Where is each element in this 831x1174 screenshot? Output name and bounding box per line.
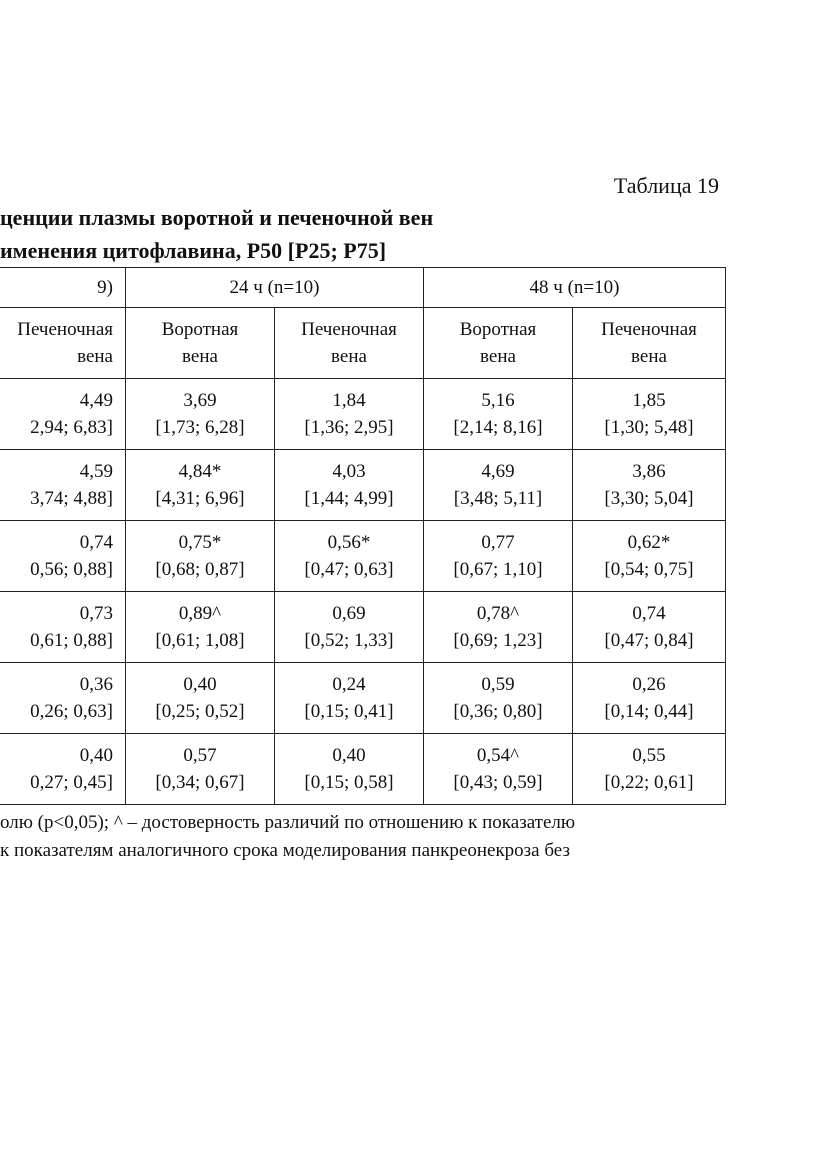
table-row <box>0 663 726 734</box>
sub-header-line: вена <box>77 346 113 367</box>
cell-quartile-range: 0,27; 0,45] <box>30 772 113 793</box>
table-cell <box>0 521 126 592</box>
cell-quartile-range: [0,47; 0,63] <box>304 559 394 580</box>
cell-quartile-range: 0,26; 0,63] <box>30 701 113 722</box>
cell-median-value: 4,59 <box>79 461 113 482</box>
cell-quartile-range: [0,14; 0,44] <box>604 701 694 722</box>
cell-quartile-range: [0,61; 1,08] <box>155 630 245 651</box>
cell-median-value: 0,74 <box>79 532 113 553</box>
cell-median-value: 0,89^ <box>178 603 222 624</box>
cell-quartile-range: [0,25; 0,52] <box>155 701 245 722</box>
cell-quartile-range: [0,22; 0,61] <box>604 772 694 793</box>
table-cell <box>424 521 573 592</box>
cell-median-value: 0,40 <box>79 745 113 766</box>
cell-quartile-range: 3,74; 4,88] <box>30 488 113 509</box>
cell-quartile-range: [0,54; 0,75] <box>604 559 694 580</box>
table-row <box>0 450 726 521</box>
cell-quartile-range: [0,47; 0,84] <box>604 630 694 651</box>
data-table <box>0 267 726 805</box>
cell-median-value: 0,56* <box>327 532 371 553</box>
sub-header-line: Печеночная <box>17 319 113 340</box>
sub-header-line: вена <box>182 346 218 367</box>
table-cell <box>126 450 275 521</box>
sub-header-line: вена <box>480 346 516 367</box>
table-cell <box>573 734 726 805</box>
cell-median-value: 0,36 <box>79 674 113 695</box>
cell-quartile-range: [4,31; 6,96] <box>155 488 245 509</box>
table-cell <box>573 379 726 450</box>
cell-median-value: 0,75* <box>178 532 222 553</box>
table-cell <box>424 663 573 734</box>
sub-header-line: Воротная <box>161 319 239 340</box>
table-cell <box>126 592 275 663</box>
cell-quartile-range: [1,73; 6,28] <box>155 417 245 438</box>
sub-header-line: вена <box>331 346 367 367</box>
cell-median-value: 0,54^ <box>476 745 520 766</box>
table-cell <box>275 734 424 805</box>
footnote-line-2: к показателям аналогичного срока моделирования панкреонекроза без <box>0 840 570 861</box>
sub-header-line: Печеночная <box>601 319 697 340</box>
cell-quartile-range: [0,67; 1,10] <box>453 559 543 580</box>
table-cell <box>275 592 424 663</box>
cell-median-value: 5,16 <box>481 390 515 411</box>
table-cell <box>275 521 424 592</box>
cell-quartile-range: [0,15; 0,41] <box>304 701 394 722</box>
cell-median-value: 0,69 <box>332 603 366 624</box>
table-cell <box>0 379 126 450</box>
cell-quartile-range: [0,36; 0,80] <box>453 701 543 722</box>
cell-quartile-range: [3,30; 5,04] <box>604 488 694 509</box>
table-row <box>0 734 726 805</box>
cell-median-value: 0,59 <box>481 674 515 695</box>
cell-median-value: 3,86 <box>632 461 666 482</box>
table-title-line-1: ценции плазмы воротной и печеночной вен <box>0 205 434 230</box>
group-header-row <box>0 268 726 308</box>
cell-quartile-range: [0,15; 0,58] <box>304 772 394 793</box>
sub-header-row <box>0 308 726 379</box>
sub-header-line: Печеночная <box>301 319 397 340</box>
sub-header-cell <box>126 308 275 379</box>
table-cell <box>0 734 126 805</box>
cell-median-value: 0,73 <box>79 603 113 624</box>
table-cell <box>424 592 573 663</box>
cell-median-value: 4,03 <box>332 461 366 482</box>
footnote-line-1: олю (p<0,05); ^ – достоверность различий по отношению к показателю <box>0 812 576 833</box>
table-cell <box>126 379 275 450</box>
cell-quartile-range: [0,68; 0,87] <box>155 559 245 580</box>
cell-median-value: 4,84* <box>178 461 222 482</box>
table-cell <box>275 379 424 450</box>
table-number-label: Таблица 19 <box>613 173 719 198</box>
cell-median-value: 0,24 <box>332 674 366 695</box>
table-cell <box>424 379 573 450</box>
sub-header-cell <box>573 308 726 379</box>
table-cell <box>0 663 126 734</box>
cell-quartile-range: [1,36; 2,95] <box>304 417 394 438</box>
sub-header-line: вена <box>631 346 667 367</box>
cell-quartile-range: [2,14; 8,16] <box>453 417 543 438</box>
sub-header-cell <box>424 308 573 379</box>
cell-median-value: 4,49 <box>79 390 113 411</box>
table-cell <box>126 521 275 592</box>
sub-header-line: Воротная <box>459 319 537 340</box>
table-cell <box>275 450 424 521</box>
table-cell <box>0 592 126 663</box>
cell-quartile-range: [1,30; 5,48] <box>604 417 694 438</box>
cell-median-value: 0,40 <box>183 674 217 695</box>
cell-quartile-range: [3,48; 5,11] <box>453 488 543 509</box>
cell-quartile-range: [0,34; 0,67] <box>155 772 245 793</box>
table-cell <box>573 521 726 592</box>
table-cell <box>275 663 424 734</box>
cell-quartile-range: 0,61; 0,88] <box>30 630 113 651</box>
cell-quartile-range: [0,69; 1,23] <box>453 630 543 651</box>
cell-quartile-range: [0,52; 1,33] <box>304 630 394 651</box>
table-row <box>0 521 726 592</box>
cell-quartile-range: 2,94; 6,83] <box>30 417 113 438</box>
table-cell <box>424 734 573 805</box>
table-row <box>0 379 726 450</box>
group-header-cell: 24 ч (n=10) <box>126 268 424 308</box>
cell-median-value: 0,74 <box>632 603 666 624</box>
table-row <box>0 592 726 663</box>
cell-median-value: 4,69 <box>481 461 515 482</box>
sub-header-cell <box>275 308 424 379</box>
table-cell <box>424 450 573 521</box>
cell-median-value: 0,78^ <box>476 603 520 624</box>
cell-median-value: 0,26 <box>632 674 666 695</box>
cell-median-value: 0,55 <box>632 745 666 766</box>
table-cell <box>126 734 275 805</box>
group-header-cell: 9) <box>0 268 126 308</box>
cell-quartile-range: [0,43; 0,59] <box>453 772 543 793</box>
cell-median-value: 0,77 <box>481 532 515 553</box>
table-body <box>0 379 726 805</box>
cell-median-value: 0,40 <box>332 745 366 766</box>
table-title-line-2: именения цитофлавина, P50 [P25; P75] <box>0 238 387 263</box>
cell-quartile-range: 0,56; 0,88] <box>30 559 113 580</box>
sub-header-cell <box>0 308 126 379</box>
cell-median-value: 1,85 <box>632 390 666 411</box>
cell-median-value: 0,62* <box>627 532 671 553</box>
table-cell <box>0 450 126 521</box>
cell-quartile-range: [1,44; 4,99] <box>304 488 394 509</box>
table-cell <box>573 450 726 521</box>
table-cell <box>126 663 275 734</box>
table-cell <box>573 663 726 734</box>
cell-median-value: 1,84 <box>332 390 366 411</box>
group-header-cell: 48 ч (n=10) <box>424 268 726 308</box>
cell-median-value: 3,69 <box>183 390 217 411</box>
table-cell <box>573 592 726 663</box>
cell-median-value: 0,57 <box>183 745 217 766</box>
